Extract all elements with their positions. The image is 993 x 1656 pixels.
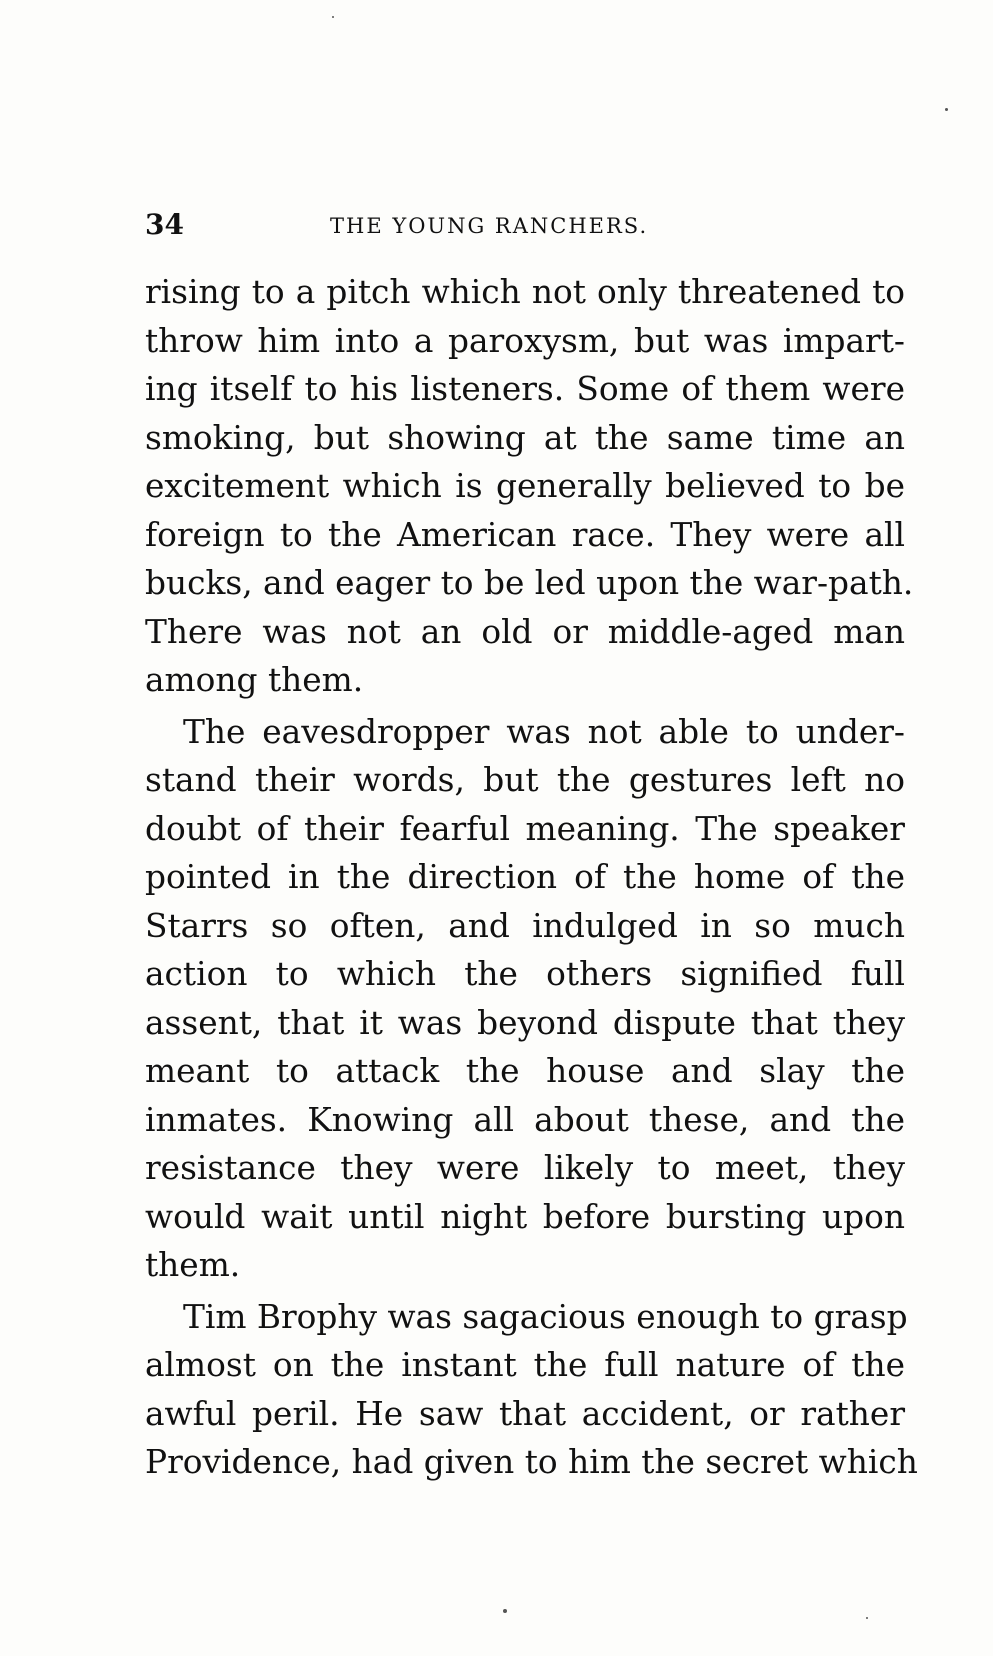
text-line: action to which the others signified full [145, 955, 905, 993]
text-line: throw him into a paroxysm, but was impart- [145, 321, 905, 360]
text-line: smoking, but showing at the same time an [145, 418, 905, 457]
dust-speck [866, 1617, 868, 1619]
dust-speck [503, 1609, 507, 1613]
dust-speck [332, 16, 334, 18]
text-line: There was not an old or middle-aged man [145, 612, 905, 651]
text-line: rising to a pitch which not only threatened to [145, 273, 905, 311]
text-line: foreign to the American race. They were all [145, 515, 905, 554]
text-line: almost on the instant the full nature of the [145, 1346, 905, 1384]
text-line: resistance they were likely to meet, they [145, 1149, 905, 1187]
text-line: among them. [145, 661, 364, 699]
dust-speck [945, 108, 948, 111]
text-line: excitement which is generally believed to be [145, 467, 905, 505]
text-line: would wait until night before bursting upon [145, 1197, 905, 1236]
text-line: The eavesdropper was not able to under- [183, 712, 905, 751]
text-line: ing itself to his listeners. Some of them were [145, 370, 905, 408]
body-text [145, 268, 918, 1490]
text-line: bucks, and eager to be led upon the war-path. [145, 564, 914, 602]
page-number: 34 [145, 208, 184, 241]
text-line: Tim Brophy was sagacious enough to grasp [183, 1297, 908, 1336]
text-line: meant to attack the house and slay the [145, 1052, 905, 1090]
text-line: inmates. Knowing all about these, and the [145, 1100, 905, 1139]
text-line: doubt of their fearful meaning. The speaker [145, 809, 905, 848]
text-line: assent, that it was beyond dispute that they [145, 1003, 905, 1042]
text-line: Providence, had given to him the secret which [145, 1443, 918, 1481]
book-title: THE YOUNG RANCHERS. [330, 214, 649, 238]
text-line: Starrs so often, and indulged in so much [145, 906, 905, 945]
text-line: stand their words, but the gestures left no [145, 761, 905, 799]
text-line: pointed in the direction of the home of the [145, 858, 905, 896]
paragraph-2 [145, 708, 905, 1290]
running-head [145, 205, 905, 245]
text-line: them. [145, 1246, 241, 1284]
text-line: awful peril. He saw that accident, or rather [145, 1394, 905, 1433]
paragraph-1 [145, 268, 914, 705]
paragraph-3 [145, 1293, 918, 1487]
